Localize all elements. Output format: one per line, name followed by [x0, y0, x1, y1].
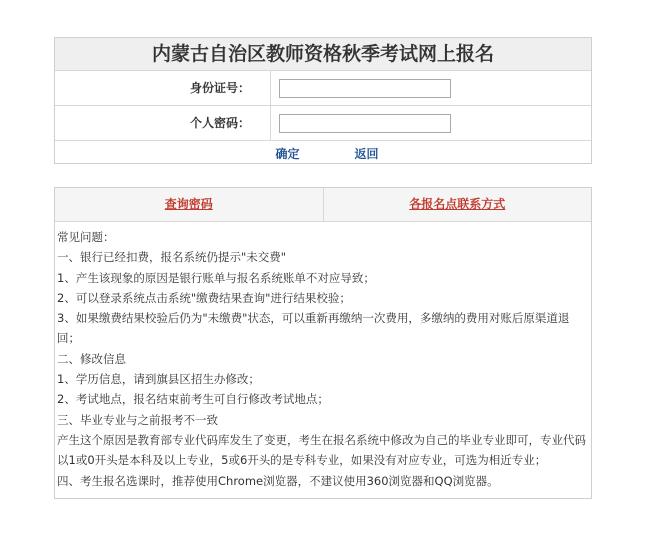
- faq-line: 2、可以登录系统点击系统"缴费结果查询"进行结果校验；: [57, 290, 351, 305]
- faq-line: 产生这个原因是教育部专业代码库发生了变更，考生在报名系统中修改为自己的毕业专业即可，专业代码以1或0开头是本科及以上专业，5或6开头的是专科专业，如果没有对应专业，可选为相近专业；: [57, 432, 586, 468]
- password-input[interactable]: [279, 114, 451, 133]
- faq-line: 1、产生该现象的原因是银行账单与报名系统账单不对应导致；: [57, 270, 375, 285]
- faq-line: 1、学历信息，请到旗县区招生办修改；: [57, 372, 260, 387]
- id-number-input[interactable]: [279, 79, 451, 98]
- faq-text: [55, 222, 591, 491]
- password-field-cell: [271, 106, 591, 140]
- back-button[interactable]: 返回: [354, 147, 379, 161]
- login-actions: [55, 141, 591, 166]
- password-label: 个人密码：: [55, 106, 271, 140]
- info-links-row: [55, 188, 591, 222]
- id-number-row: [55, 71, 591, 106]
- query-password-cell: [55, 188, 323, 221]
- login-panel: [54, 37, 592, 164]
- page-title: 内蒙古自治区教师资格秋季考试网上报名: [55, 38, 591, 71]
- id-number-label: 身份证号：: [55, 71, 271, 105]
- registration-contacts-link[interactable]: 各报名点联系方式: [409, 197, 506, 211]
- faq-line: 常见问题：: [57, 230, 115, 244]
- faq-line: 三、毕业专业与之前报考不一致: [57, 412, 218, 427]
- query-password-link[interactable]: 查询密码: [164, 197, 213, 211]
- info-panel: [54, 187, 592, 499]
- faq-line: 四、考生报名选课时，推荐使用Chrome浏览器，不建议使用360浏览器和QQ浏览器。: [57, 473, 499, 488]
- faq-line: 3、如果缴费结果校验后仍为"未缴费"状态，可以重新再缴纳一次费用，多缴纳的费用对账后原渠道退回；: [57, 311, 570, 346]
- password-row: [55, 106, 591, 141]
- contact-cell: [323, 188, 592, 221]
- faq-line: 2、考试地点，报名结束前考生可自行修改考试地点；: [57, 392, 329, 407]
- confirm-button[interactable]: 确定: [275, 147, 300, 161]
- id-number-field-cell: [271, 71, 591, 105]
- faq-line: 一、银行已经扣费，报名系统仍提示"未交费": [57, 250, 287, 265]
- faq-line: 二、修改信息: [57, 351, 126, 366]
